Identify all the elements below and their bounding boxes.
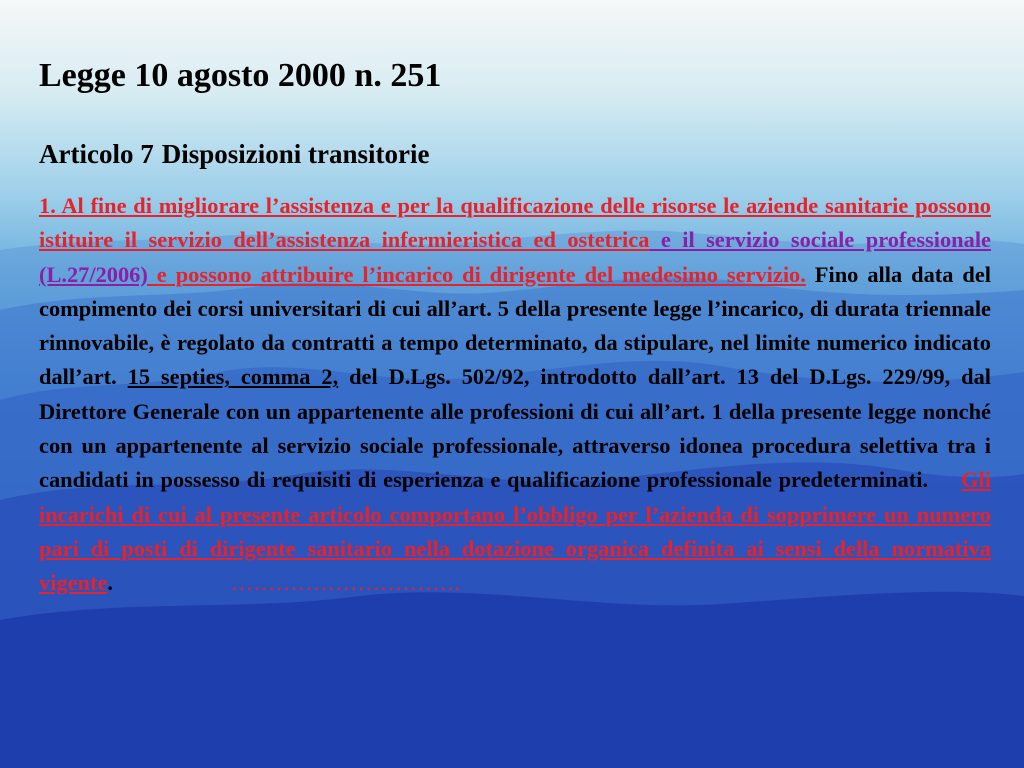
closing-period: . [107, 570, 114, 596]
ellipsis-dots: …………………………. [230, 570, 461, 596]
article-topic: Disposizioni transitorie [161, 139, 430, 169]
ridge-near [0, 592, 1024, 768]
paragraph-main-text: Fino alla data del compimento dei corsi universitari di cui all’art. 5 della presente legge l’incarico, di durata triennale rinnovabile, è regolato da contratti a tempo determinato, da stipulare, nel limite numerico indicato dall’art. [39, 261, 991, 390]
paragraph-continuation-text: del D.Lgs. 502/92, introdotto dall’art. 13 del D.Lgs. 229/99, dal Direttore Generale con un appartenente alle professioni di cui all’art. 1 della presente legge nonché con un appartenente al servizio sociale professionale, attraverso idonea procedura selettiva tra i candidati in possesso di requisiti di esperienza e qualificazione professionale predeterminati. [39, 364, 991, 493]
paragraph-intro-red: 1. Al fine di migliorare l’assistenza e per la qualificazione delle risorse le aziende sanitarie possono istituire il servizio dell’assistenza infermieristica ed ostetrica [39, 193, 991, 253]
paragraph-assignment-red: e possono attribuire l’incarico di dirigente del medesimo servizio. [147, 261, 806, 287]
paragraph-obligation-red: Gli incarichi di cui al presente articolo comportano l’obbligo per l’azienda di sopprimere un numero pari di posti di dirigente sanitario nella dotazione organica definita ai sensi della normativa vigente [39, 467, 991, 596]
slide-title: Legge 10 agosto 2000 n. 251 [39, 57, 442, 94]
article-body [39, 189, 991, 601]
slide-subtitle [39, 137, 429, 171]
social-service-purple: e il servizio sociale professionale (L.27/2006) [39, 227, 991, 287]
article-number: Articolo 7 [39, 139, 154, 169]
reference-link-15-septies[interactable]: 15 septies, comma 2, [127, 364, 339, 390]
